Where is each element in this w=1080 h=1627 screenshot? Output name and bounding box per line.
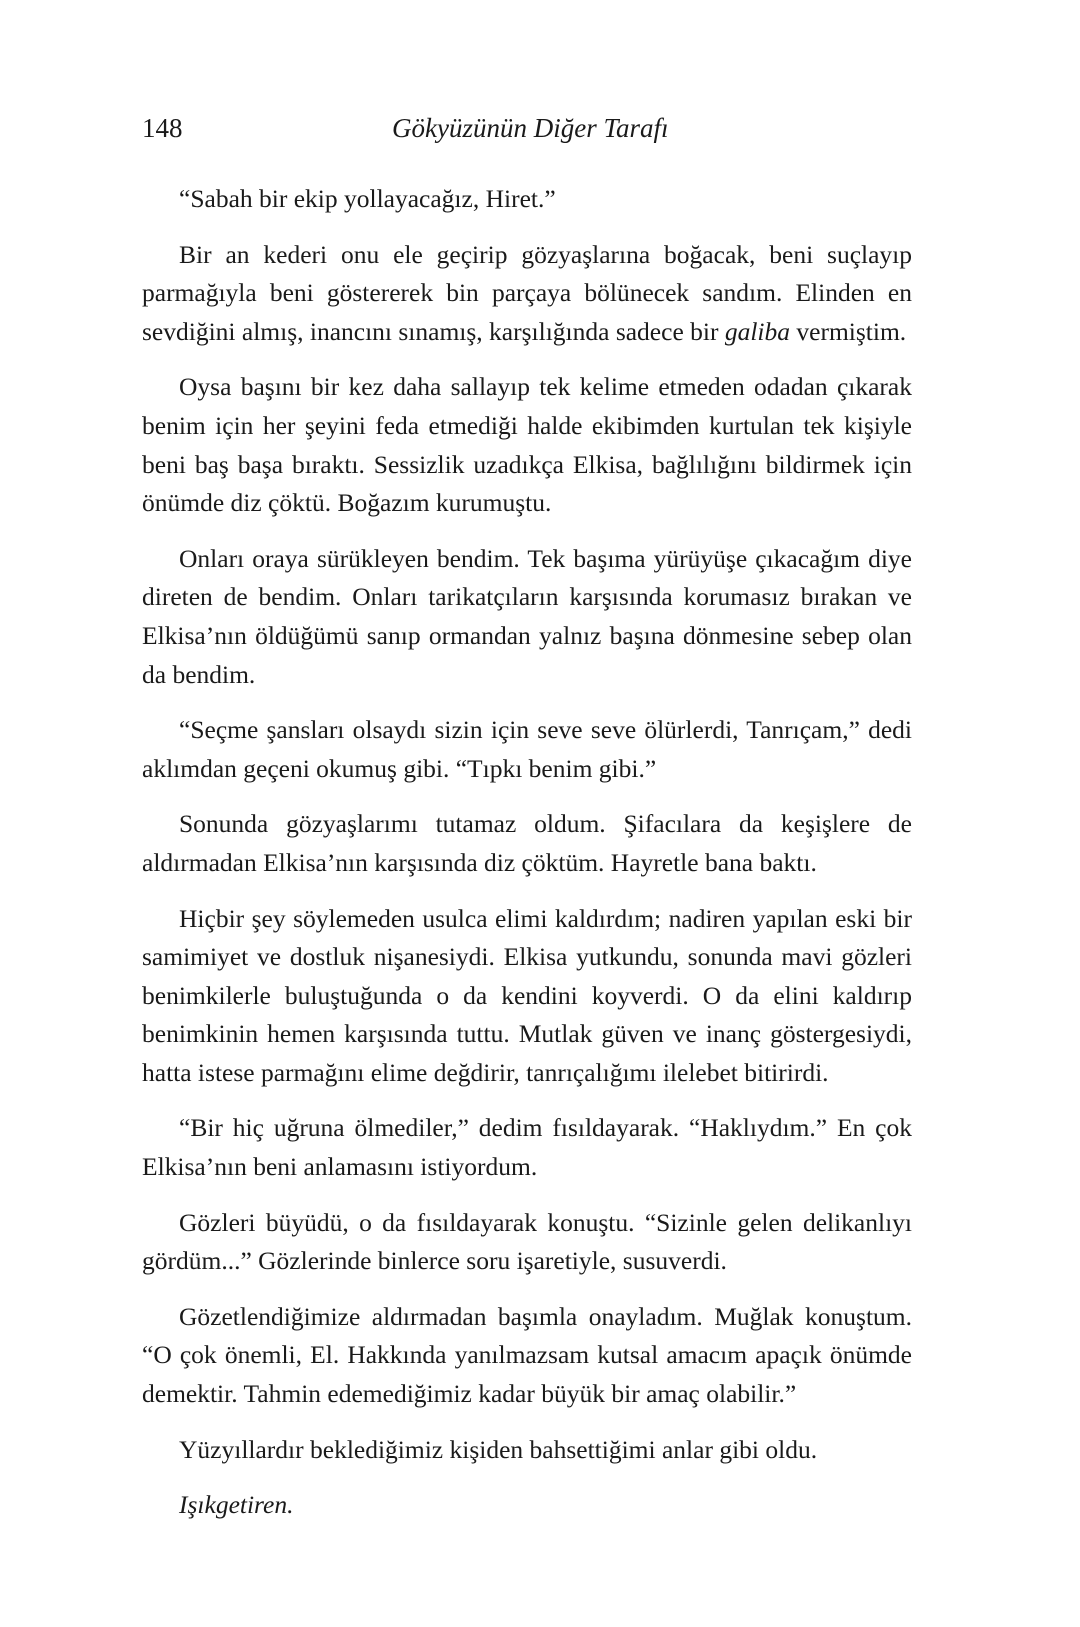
paragraph-8: “Bir hiç uğruna ölmediler,” dedim fısıldayarak. “Haklıydım.” En çok Elkisa’nın beni anlamasını istiyordum. [142,1113,912,1182]
paragraph-10: Gözetlendiğimize aldırmadan başımla onayladım. Muğlak konuştum. “O çok önemli, El. Hakkında yanılmazsam kutsal amacım apaçık önümde demektir. Tahmin edemediğimiz kadar büyük bir amaç olabilir.” [142,1301,912,1409]
paragraph-2-end: vermiştim. [790,316,907,346]
paragraph-11: Yüzyıllardır beklediğimiz kişiden bahsettiğimi anlar gibi oldu. [179,1434,818,1464]
paragraph-6: Sonunda gözyaşlarımı tutamaz oldum. Şifacılara da keşişlere de aldırmadan Elkisa’nın karşısında diz çöktüm. Hayretle bana baktı. [142,809,912,877]
paragraph-2-text: Bir an kederi onu ele geçirip gözyaşlarına boğacak, beni suçlayıp parmağıyla beni göstererek bin parçaya bölünecek sandım. Elinden en sevdiğini almış, inancını sınamış, karşılığında sadece bir [142,239,912,346]
emphasis-galiba: galiba [724,316,791,346]
paragraph-9: Gözleri büyüdü, o da fısıldayarak konuştu. “Sizinle gelen delikanlıyı gördüm...” Gözlerinde binlerce soru işaretiyle, susuverdi. [142,1207,912,1276]
running-title: Gökyüzünün Diğer Tarafı [392,113,669,143]
paragraph-4: Onları oraya sürükleyen bendim. Tek başıma yürüyüşe çıkacağım diye direten de bendim. Onları tarikatçıların karşısında korumasız bırakan ve Elkisa’nın öldüğümü sanıp ormandan yalnız başına dönmesine sebep olan da bendim. [142,543,912,689]
paragraph-3: Oysa başını bir kez daha sallayıp tek kelime etmeden odadan çıkarak benim için her şeyini feda etmediği halde ekibimden kurtulan tek kişiyle beni baş başa bıraktı. Sessizlik uzadıkça Elkisa, bağlılığını bildirmek için önümde diz çöktü. Boğazım kurumuştu. [142,372,912,518]
paragraph-2 [142,236,912,352]
paragraph-5: “Seçme şansları olsaydı sizin için seve seve ölürlerdi, Tanrıçam,” dedi aklımdan geçeni okumuş gibi. “Tıpkı benim gibi.” [142,715,912,783]
page-number: 148 [142,113,183,143]
paragraph-7: Hiçbir şey söylemeden usulca elimi kaldırdım; nadiren yapılan eski bir samimiyet ve dostluk nişanesiydi. Elkisa yutkundu, sonunda mavi gözleri benimkilerle buluştuğunda o da kendini koyverdi. O da elini kaldırıp benimkinin hemen karşısında tuttu. Mutlak güven ve inanç göstergesiydi, hatta istese parmağını elime değdirir, tanrıçalığımı ilelebet bitirirdi. [142,903,912,1087]
paragraph-12: Işıkgetiren. [179,1490,294,1520]
paragraph-1: “Sabah bir ekip yollayacağız, Hiret.” [179,184,556,213]
body-text [142,180,912,1542]
